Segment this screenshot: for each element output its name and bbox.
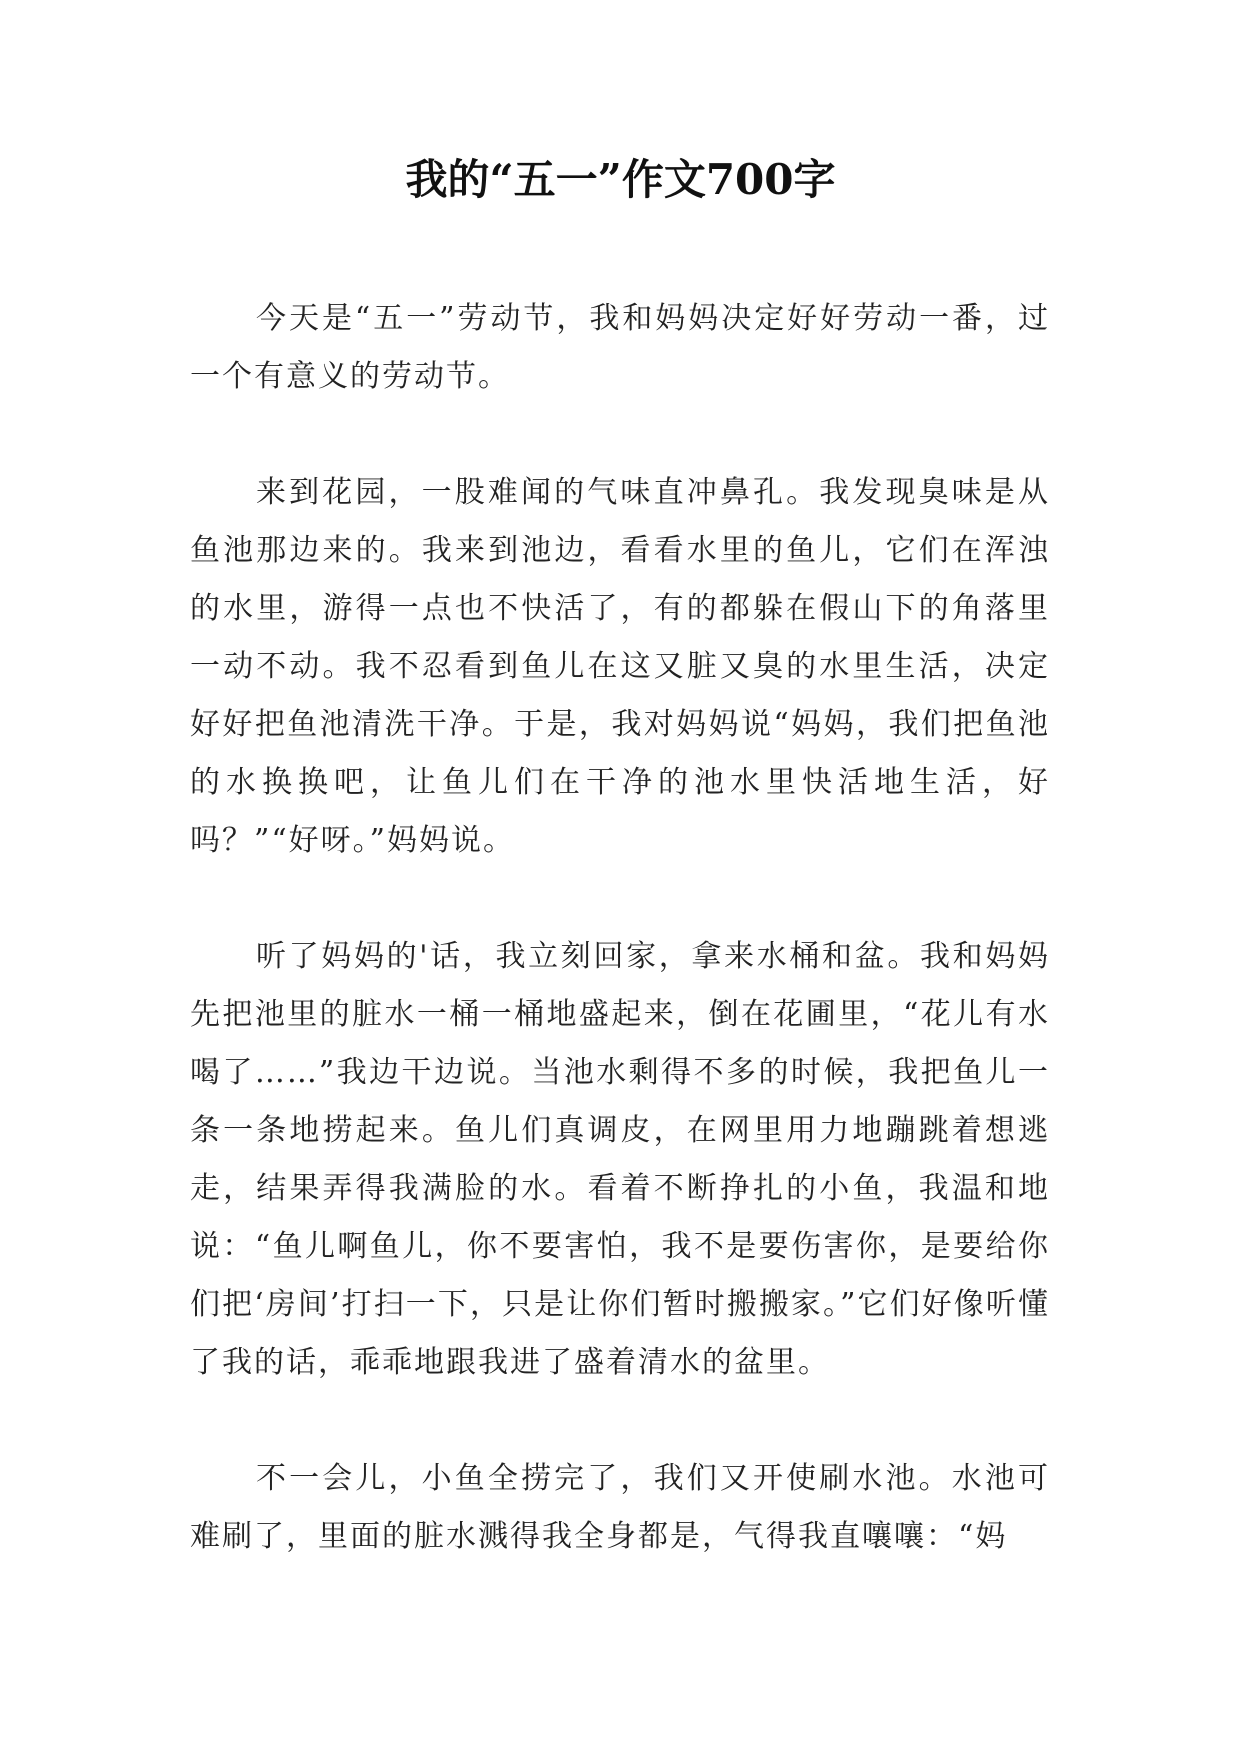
document-body — [190, 290, 1050, 1624]
paragraph-2: 来到花园，一股难闻的气味直冲鼻孔。我发现臭味是从鱼池那边来的。我来到池边，看看水里的鱼儿，它们在浑浊的水里，游得一点也不快活了，有的都躲在假山下的角落里一动不动。我不忍看到鱼儿在这又脏又臭的水里生活，决定好好把鱼池清洗干净。于是，我对妈妈说“妈妈，我们把鱼池的水换换吧，让鱼儿们在干净的池水里快活地生活，好吗？”“好呀。”妈妈说。 — [190, 475, 1050, 858]
paragraph-3: 听了妈妈的'话，我立刻回家，拿来水桶和盆。我和妈妈先把池里的脏水一桶一桶地盛起来，倒在花圃里，“花儿有水喝了……”我边干边说。当池水剩得不多的时候，我把鱼儿一条一条地捞起来。鱼儿们真调皮，在网里用力地蹦跳着想逃走，结果弄得我满脸的水。看着不断挣扎的小鱼，我温和地说：“鱼儿啊鱼儿，你不要害怕，我不是要伤害你，是要给你们把‘房间’打扫一下，只是让你们暂时搬搬家。”它们好像听懂了我的话，乖乖地跟我进了盛着清水的盆里。 — [190, 939, 1050, 1380]
paragraph-4: 不一会儿，小鱼全捞完了，我们又开使刷水池。水池可难刷了，里面的脏水溅得我全身都是，气得我直嚷嚷：“妈 — [190, 1461, 1050, 1554]
paragraph-1: 今天是“五一”劳动节，我和妈妈决定好好劳动一番，过一个有意义的劳动节。 — [190, 301, 1050, 394]
document-title: 我的“五一”作文700字 — [405, 155, 836, 204]
